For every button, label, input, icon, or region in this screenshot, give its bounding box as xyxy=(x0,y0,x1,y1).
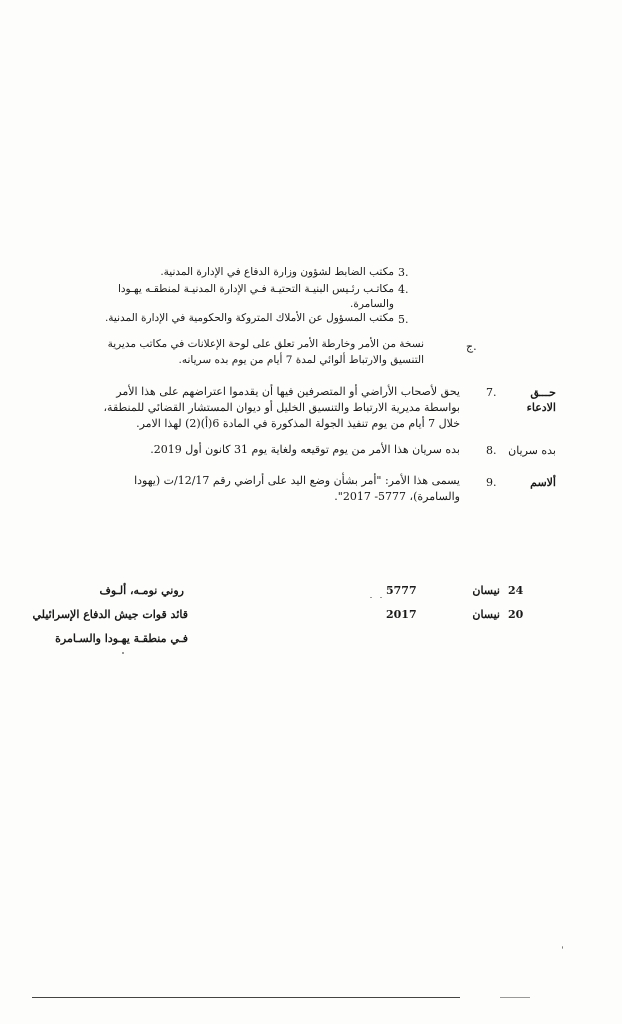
section-7-line-2: بواسطة مديرية الارتباط والتنسيق الخليل أو ديوان المستشار القضائي للمنطقة، xyxy=(103,401,460,414)
section-7-label: حـــق xyxy=(530,386,556,399)
scan-dot xyxy=(380,597,382,598)
section-7-line-3: خلال 7 أيام من يوم تنفيذ الجولة المذكورة في المادة 6(أ)(2) لهذا الامر. xyxy=(136,417,460,430)
list-item-4-number: 4. xyxy=(398,283,409,296)
section-9-number: 9. xyxy=(486,476,497,489)
bottom-rule-faint xyxy=(500,997,530,998)
signature-name: روني نومـه، ألـوف xyxy=(99,584,184,597)
bottom-rule xyxy=(32,997,460,998)
section-8-label: بده سريان xyxy=(508,444,556,457)
scan-dot xyxy=(370,597,372,598)
signature-gregorian-month: نيسان xyxy=(472,608,500,621)
list-item-4-continuation: والسامرة. xyxy=(349,298,394,310)
list-item-4-text: مكاتـب رئـيس البنيـة التحتيـة فـي الإدارة المدنيـة لمنطقـه يهـودا xyxy=(117,283,394,295)
list-item-5-number: 5. xyxy=(398,313,409,326)
list-item-5-text: مكتب المسؤول عن الأملاك المتروكة والحكومية في الإدارة المدنية. xyxy=(104,312,394,324)
section-7-number: 7. xyxy=(486,386,497,399)
signature-hebrew-month: نيسان xyxy=(472,584,500,597)
section-8-number: 8. xyxy=(486,444,497,457)
scan-dot xyxy=(122,652,124,654)
section-7-label-2: الادعاء xyxy=(526,401,556,414)
section-7-line-1: يحق لأصحاب الأراضي أو المتصرفين فيها أن يقدموا اعتراضهم على هذا الأمر xyxy=(116,385,460,398)
signature-gregorian-day: 20 xyxy=(508,608,524,621)
list-item-3-text: مكتب الضابط لشؤون وزارة الدفاع في الإدارة المدنية. xyxy=(160,266,394,278)
signature-hebrew-day: 24 xyxy=(508,584,524,597)
section-9-line-1: يسمى هذا الأمر: "أمر بشأن وضع اليد على أراضي رقم 12/17/ت (يهودا xyxy=(134,474,460,487)
section-9-line-2: والسامرة)، 5777- 2017". xyxy=(334,490,460,503)
section-9-label: ألاسم xyxy=(530,476,556,489)
signature-title: قائد قوات جيش الدفاع الإسرائيلي xyxy=(32,608,188,621)
section-j-line-1: نسخة من الأمر وخارطة الأمر تعلق على لوحة الإعلانات في مكاتب مديرية xyxy=(107,338,424,350)
signature-gregorian-year: 2017 xyxy=(386,608,417,621)
list-item-3-number: 3. xyxy=(398,266,409,279)
signature-hebrew-year: 5777 xyxy=(386,584,417,597)
signature-region: فـي منطقـة يهـودا والسـامرة xyxy=(55,632,188,645)
scan-dot xyxy=(562,946,563,949)
section-j-marker: ج. xyxy=(466,340,477,353)
section-8-text: بده سريان هذا الأمر من يوم توقيعه ولغاية يوم 31 كانون أول 2019. xyxy=(150,443,460,456)
section-j-line-2: التنسيق والارتباط ألوائي لمدة 7 أيام من يوم بده سريانه. xyxy=(178,354,424,366)
